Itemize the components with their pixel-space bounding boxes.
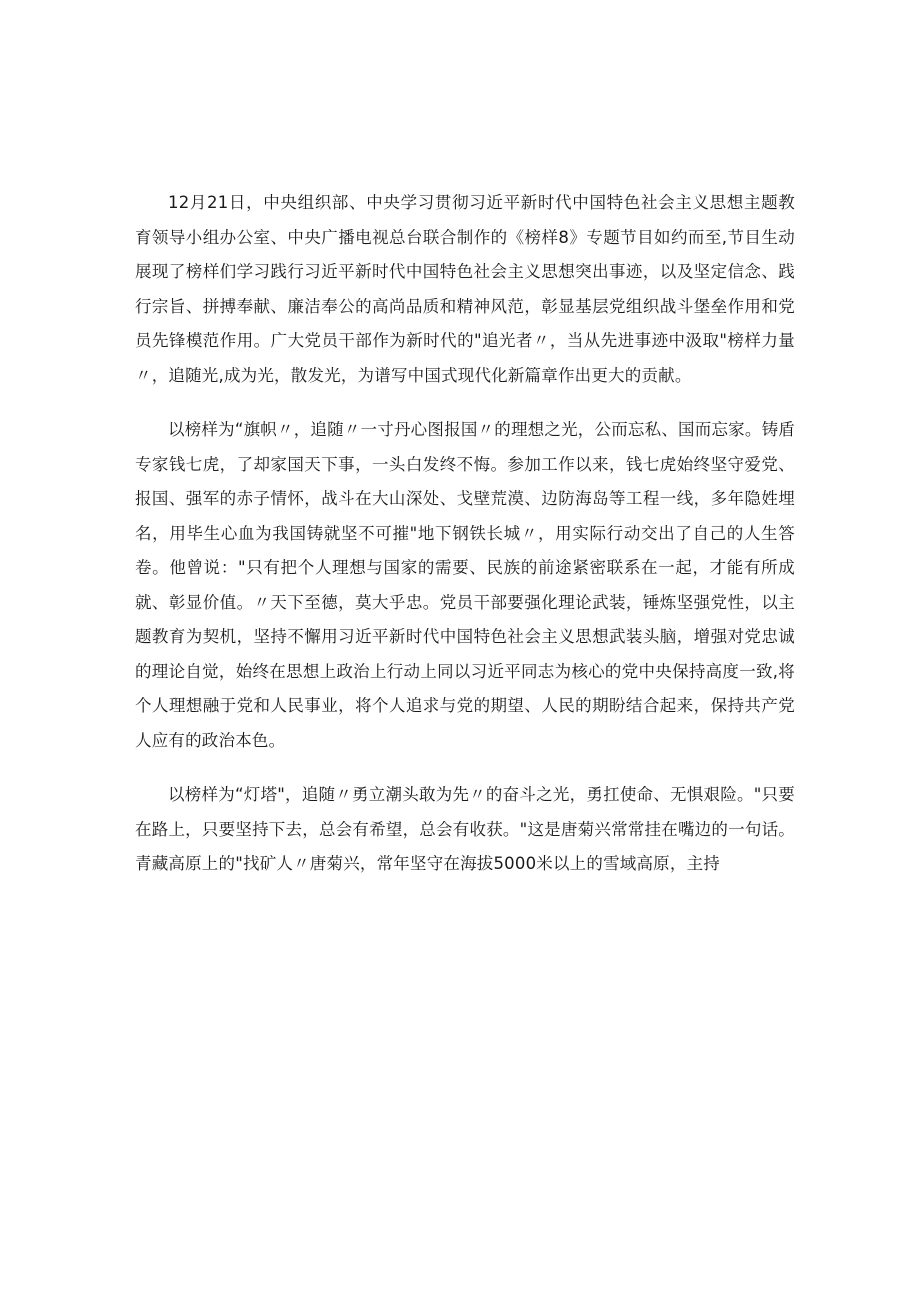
paragraph-lighthouse: 以榜样为“灯塔"，追随〃勇立潮头敢为先〃的奋斗之光，勇扛使命、无惧艰险。"只要在路上，只要坚持下去，总会有希望，总会有收获。"这是唐菊兴常常挂在嘴边的一句话。青藏高原上的"找矿人〃唐菊兴，常年坚守在海拔5000米以上的雪域高原，主持 bbox=[135, 785, 795, 873]
paragraph-banner: 以榜样为“旗帜〃，追随〃一寸丹心图报国〃的理想之光，公而忘私、国而忘家。铸盾专家钱七虎，了却家国天下事，一头白发终不悔。参加工作以来，钱七虎始终坚守爱党、报国、强军的赤子情怀，战斗在大山深处、戈壁荒漠、边防海岛等工程一线，多年隐姓埋名，用毕生心血为我国铸就坚不可摧"地下钢铁长城〃，用实际行动交出了自己的人生答卷。他曾说："只有把个人理想与国家的需要、民族的前途紧密联系在一起，才能有所成就、彰显价值。〃天下至德，莫大乎忠。党员干部要强化理论武装，锤炼坚强党性，以主题教育为契机，坚持不懈用习近平新时代中国特色社会主义思想武装头脑，增强对党忠诚的理论自觉，始终在思想上政治上行动上同以习近平同志为核心的党中央保持高度一致,将个人理想融于党和人民事业，将个人追求与党的期望、人民的期盼结合起来，保持共产党人应有的政治本色。 bbox=[135, 420, 795, 750]
document-body bbox=[135, 186, 795, 882]
paragraph-intro: 12月21日，中央组织部、中央学习贯彻习近平新时代中国特色社会主义思想主题教育领导小组办公室、中央广播电视总台联合制作的《榜样8》专题节目如约而至,节目生动展现了榜样们学习践行习近平新时代中国特色社会主义思想突出事迹，以及坚定信念、践行宗旨、拼搏奉献、廉洁奉公的高尚品质和精神风范，彰显基层党组织战斗堡垒作用和党员先锋模范作用。广大党员干部作为新时代的"追光者〃，当从先进事迹中汲取"榜样力量〃，追随光,成为光，散发光，为谱写中国式现代化新篇章作出更大的贡献。 bbox=[135, 193, 795, 385]
